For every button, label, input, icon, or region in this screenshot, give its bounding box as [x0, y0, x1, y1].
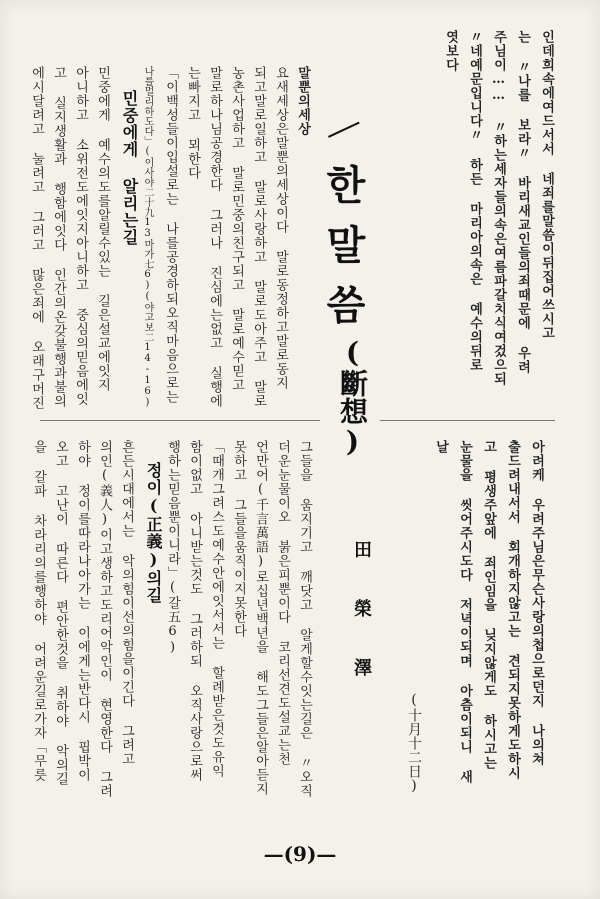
text-column: 나를멀리하도다」(이사야二十九13마가七6)(야고보二14-16) [142, 66, 153, 408]
text-column: 못하고 그들을움직이지못한다 [231, 440, 246, 638]
text-column: 그들을 움지기고 깨닷고 알게할수잇는길은 〃오직 [297, 440, 312, 798]
author-name: 田 榮 澤 [351, 540, 372, 686]
date-label: (十月十二日) [406, 692, 422, 794]
page-number: —(9)— [263, 842, 337, 866]
text-column: 을 갈파 차라리의를행하야 어려운길로가자「무릇 [31, 440, 46, 782]
section-divider-right [380, 420, 555, 421]
section-divider [40, 420, 320, 421]
text-column: 날 [433, 440, 448, 454]
text-column: 하야 정이를따라나아가는 이에게는반다시 핍박이 [75, 440, 90, 782]
title-char: 한 [326, 162, 366, 209]
title-char: 말 [326, 222, 366, 269]
text-column: 더운눈물이오 붉은피뿐이다 코리선견도설교는천 [275, 440, 290, 766]
title-char: 씀 [326, 282, 366, 329]
text-column: 「이백성들이입설로는 나를공경하되오직마음으로는 [163, 66, 178, 404]
text-column: 인데희속에여드서서 네죄를말씀이뒤집어쓰시고 [539, 30, 554, 340]
text-column: 민중에게 예수의도를알릴수있는 길은설교에잇지 [95, 66, 110, 392]
text-column: 요새세상은말뿐의세상이다 말로동정하고말로동지 [273, 66, 288, 390]
text-column: 「때개그려스도예수안에잇서서는 할례받은것도유익 [209, 440, 224, 778]
text-column: 눈물을 씻어주시도다 저녁이되며 아츰이되니 새 [457, 440, 472, 784]
text-column: 주님이…… 〃하는세자들의속은여름파갈치식여겄으되 [491, 30, 506, 386]
text-column: 〃네예문입니다〃 하든 마리아의속은 예수의뒤로 [467, 30, 482, 372]
text-column: 함이없고 아니받는것도 그러하되 오직사랑으로써 [187, 440, 202, 782]
text-column: 에시달려고 눌려고 그러고 많은죄에 오래구머진 [29, 66, 44, 410]
text-column: 아려케 우려주님은무슨사랑의첩으로던지 나의쳐 [529, 440, 544, 766]
text-column: 농촌사업하고 말로민중의친구되고 말로예수믿고 [229, 66, 244, 392]
text-column: 흔든시대에서는 악의힘이선의힘을이긴다 그려고 [119, 440, 134, 766]
article-title [322, 136, 376, 476]
text-column: 되고말로일하고 말로사랑하고 말로도아주고 말로 [251, 66, 266, 408]
text-column: 엿보다 [443, 30, 458, 72]
text-column: 말로하나님공경한다 그러나 진심에는없고 실행에 [207, 66, 222, 408]
text-column: 는빠지고 뫼한다 [185, 66, 200, 180]
section-heading: 정이(正義)의길 [144, 462, 163, 604]
text-column: 고 평생주앞에 죄인임을 닞지않게도 하시고는 [481, 440, 496, 770]
title-subtitle: (斷想) [336, 336, 369, 458]
text-column: 언만어(千言萬語)로십년백년을 해도그들은알아듣지 [253, 440, 268, 796]
text-column: 행하는믿음뿐이니라」(갈五6) [165, 440, 180, 656]
text-column: 아니하고 소위전도에잇지아니하고 중심의믿음에잇 [73, 66, 88, 406]
section-heading: 민중에게 알리는길 [120, 90, 139, 246]
text-column: 의인(義人)이고생하고도리어악인이 현영한다 그려 [97, 440, 112, 798]
text-column: 출드려내서서 회개하지않고는 견되지못하게도하시 [505, 440, 520, 780]
text-column: 고 실지생활과 행함에잇다 인간의온갖불행과불의 [51, 66, 66, 408]
subheading: 말뿐의세상 [295, 66, 310, 136]
text-column: 오고 고난이 따른다 편안한것을 취하야 악의길 [53, 440, 68, 786]
text-column: 는 〃나를 보라〃 바리새교인들의죄때문에 우려 [515, 30, 530, 374]
